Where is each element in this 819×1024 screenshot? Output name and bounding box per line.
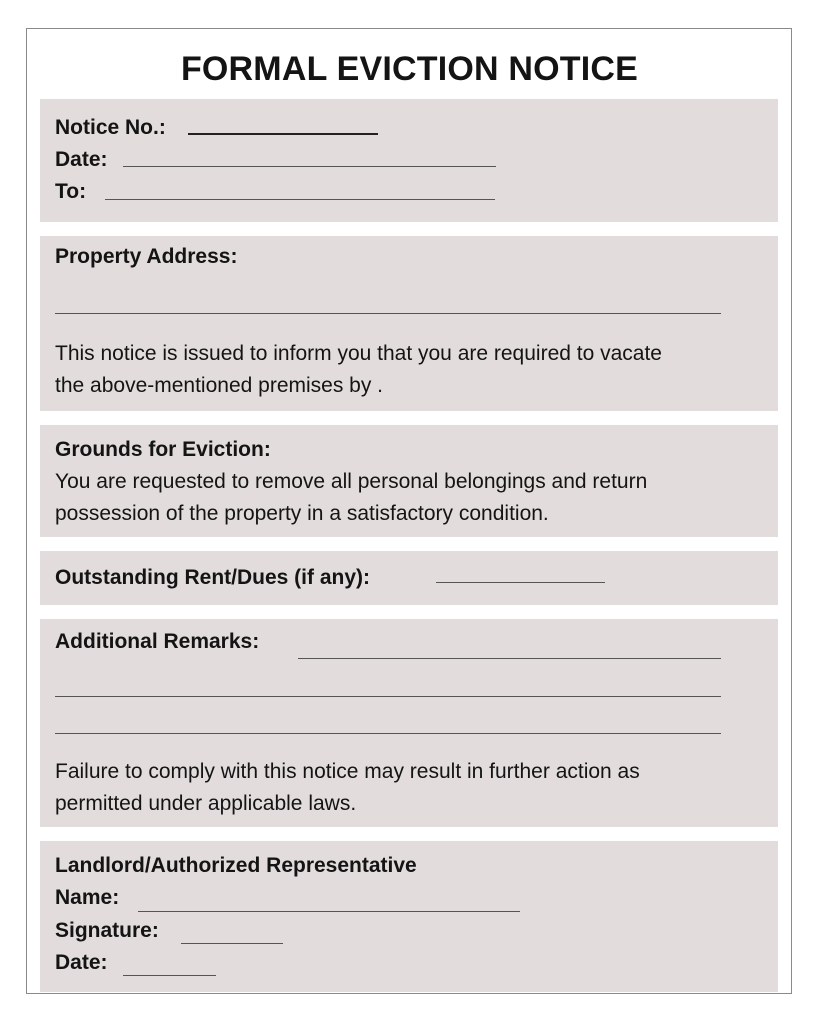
dues-label: Outstanding Rent/Dues (if any): — [55, 566, 370, 589]
property-address-label: Property Address: — [55, 245, 238, 268]
notice-no-field[interactable] — [188, 133, 378, 135]
remarks-field-line-3[interactable] — [55, 733, 721, 734]
to-label: To: — [55, 180, 87, 203]
landlord-heading: Landlord/Authorized Representative — [55, 854, 417, 877]
grounds-text-line-2: possession of the property in a satisfactory condition. — [55, 502, 549, 525]
remarks-field-line-2[interactable] — [55, 696, 721, 697]
vacate-notice-text-line-1: This notice is issued to inform you that you are required to vacate — [55, 342, 662, 365]
notice-no-label: Notice No.: — [55, 116, 166, 139]
signature-label: Signature: — [55, 919, 159, 942]
signature-field[interactable] — [181, 943, 283, 944]
grounds-label: Grounds for Eviction: — [55, 438, 271, 461]
vacate-notice-text-line-2: the above-mentioned premises by . — [55, 374, 384, 397]
date-field[interactable] — [123, 166, 496, 167]
signature-date-field[interactable] — [123, 975, 216, 976]
dues-field[interactable] — [436, 582, 605, 583]
signature-date-label: Date: — [55, 951, 108, 974]
remarks-label: Additional Remarks: — [55, 630, 260, 653]
to-field[interactable] — [105, 199, 495, 200]
name-label: Name: — [55, 886, 120, 909]
property-address-field[interactable] — [55, 313, 721, 314]
compliance-text-line-1: Failure to comply with this notice may result in further action as — [55, 760, 640, 783]
remarks-field-line-1[interactable] — [298, 658, 721, 659]
grounds-text-line-1: You are requested to remove all personal belongings and return — [55, 470, 648, 493]
document-title: FORMAL EVICTION NOTICE — [180, 50, 639, 88]
date-label: Date: — [55, 148, 108, 171]
name-field[interactable] — [138, 911, 520, 912]
compliance-text-line-2: permitted under applicable laws. — [55, 792, 357, 815]
